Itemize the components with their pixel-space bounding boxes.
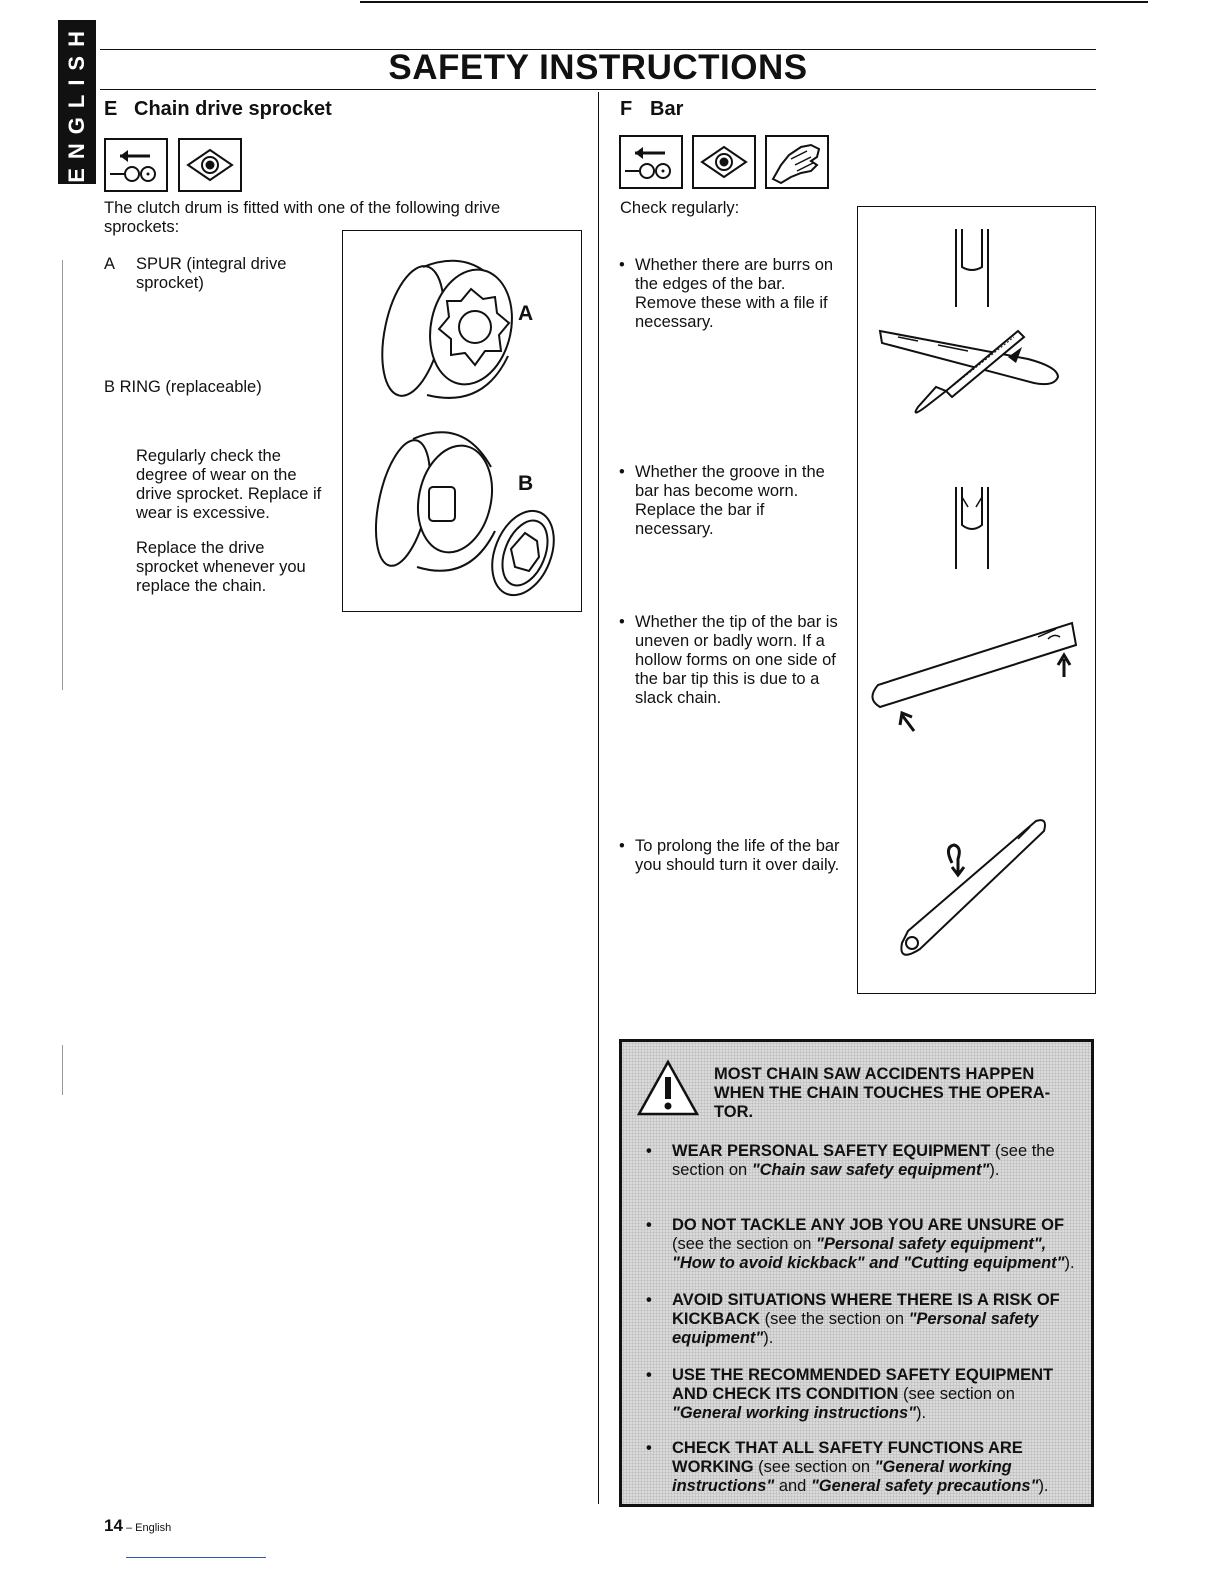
inspect-eye-icon [692, 135, 756, 189]
warning-item [646, 1216, 1082, 1273]
stop-engine-icon [104, 138, 168, 192]
bullet-dot: • [619, 837, 625, 855]
warning-item [646, 1366, 1082, 1423]
ring-sprocket-drawing [366, 432, 565, 604]
check-regularly: Check regularly: [620, 199, 740, 217]
column-divider [598, 92, 599, 1504]
item-a-text: SPUR (integral drive [136, 255, 287, 273]
label-a: A [518, 302, 534, 325]
bar-bullet-groove [619, 463, 841, 539]
warning-item-ref: "Personal safety equipment", [816, 1235, 1047, 1253]
warning-item-text: ). [763, 1329, 774, 1347]
bullet-dot: • [619, 256, 625, 274]
bullet-text: Whether the groove in the bar has become worn. Replace the bar if necessary. [635, 463, 825, 538]
warning-item [646, 1291, 1082, 1348]
warning-item-ref: "General working instructions" [672, 1404, 916, 1422]
item-a-text-cont: sprocket) [136, 274, 204, 292]
bullet-dot: • [646, 1142, 652, 1160]
warning-item-ref: "Personal safety equipment" [672, 1310, 1039, 1347]
item-a-letter: A [104, 255, 116, 273]
warning-item-bold: AVOID SITUATIONS WHERE THERE IS A RISK OF KICKBACK [672, 1291, 1060, 1328]
margin-mark [62, 1045, 63, 1095]
bar-bullet-burrs [619, 256, 847, 332]
item-a [104, 255, 286, 274]
warning-item-ref: "Chain saw safety equipment" [751, 1161, 990, 1179]
bullet-dot: • [619, 613, 625, 631]
bullet-text: Whether there are burrs on the edges of the bar. Remove these with a file if necessary. [635, 256, 834, 331]
warning-item-text: ). [1038, 1477, 1049, 1495]
section-f-heading [620, 98, 683, 121]
warning-item-text: (see the section on [672, 1142, 1055, 1179]
warning-heading-line: MOST CHAIN SAW ACCIDENTS HAPPEN [714, 1065, 1035, 1083]
section-e-heading [104, 98, 332, 121]
section-letter: E [104, 98, 118, 120]
page-language: – English [122, 1522, 172, 1534]
warning-heading-line: TOR. [714, 1103, 754, 1121]
warning-item-text: ). [915, 1404, 927, 1422]
bullet-dot: • [646, 1216, 652, 1234]
bar-bullet-tip [619, 613, 847, 708]
warning-item-text: ). [989, 1161, 1000, 1179]
warning-item-bold: CHECK THAT ALL SAFETY FUNCTIONS ARE WORKING [672, 1439, 1023, 1476]
top-rule [360, 1, 1148, 3]
warning-item-ref: "General safety precautions" [810, 1477, 1039, 1495]
warning-item-text: ). [1064, 1254, 1075, 1272]
bullet-dot: • [619, 463, 625, 481]
bar-illustration [857, 206, 1096, 994]
warning-item-text: (see the section on [672, 1235, 817, 1253]
check-wear-text: Regularly check the degree of wear on the drive sprocket. Replace if wear is excessive. [136, 447, 322, 522]
bullet-dot: • [646, 1439, 652, 1457]
language-label: ENGLISH [64, 21, 89, 183]
warning-item-text: (see the section on [760, 1310, 909, 1328]
protective-glove-icon [765, 135, 829, 189]
bullet-dot: • [646, 1366, 652, 1384]
warning-heading-line: WHEN THE CHAIN TOUCHES THE OPERA- [714, 1084, 1051, 1102]
title-rule-bottom [100, 89, 1096, 90]
label-b: B [518, 472, 534, 495]
warning-item-text: (see section on [898, 1385, 1015, 1403]
bar-tip-drawing [872, 623, 1076, 731]
warning-item-bold: DO NOT TACKLE ANY JOB YOU ARE UNSURE OF [672, 1216, 1065, 1234]
language-tab [58, 20, 96, 184]
section-title: Bar [650, 98, 684, 120]
warning-item [646, 1142, 1082, 1180]
warning-item-text: and [774, 1477, 811, 1495]
warning-item-ref: "How to avoid kickback" and "Cutting equipment" [672, 1254, 1065, 1272]
sprocket-illustration [342, 230, 582, 612]
warning-box [619, 1039, 1094, 1507]
turn-bar-drawing [901, 820, 1045, 955]
warning-item-bold: WEAR PERSONAL SAFETY EQUIPMENT [672, 1142, 991, 1160]
spur-sprocket-drawing [372, 261, 522, 402]
section-title: Chain drive sprocket [134, 98, 332, 120]
warning-item [646, 1439, 1082, 1496]
item-b: B RING (replaceable) [104, 378, 262, 396]
margin-mark [62, 260, 63, 690]
warning-item-bold: USE THE RECOMMENDED SAFETY EQUIPMENT AND CHECK ITS CONDITION [672, 1366, 1054, 1403]
section-letter: F [620, 98, 633, 120]
stop-engine-icon [619, 135, 683, 189]
bullet-dot: • [646, 1291, 652, 1309]
replace-sprocket-text: Replace the drive sprocket whenever you replace the chain. [136, 539, 306, 595]
warning-item-ref: "General working instructions" [672, 1458, 1012, 1495]
intro-line: sprockets: [104, 218, 180, 236]
bullet-text: To prolong the life of the bar you should turn it over daily. [635, 837, 840, 874]
inspect-eye-icon [178, 138, 242, 192]
groove-ok-drawing [956, 229, 988, 307]
groove-worn-drawing [956, 487, 988, 569]
warning-triangle-icon [636, 1059, 700, 1117]
intro-line: The clutch drum is fitted with one of the following drive [104, 199, 501, 217]
bar-bullet-turn [619, 837, 851, 875]
bullet-text: Whether the tip of the bar is uneven or badly worn. If a hollow forms on one side of the bar tip this is due to a slack chain. [635, 613, 838, 707]
warning-item-text: (see section on [753, 1458, 875, 1476]
page-title: SAFETY INSTRUCTIONS [388, 48, 808, 87]
warning-heading [714, 1065, 1084, 1122]
page-footer [104, 1516, 171, 1536]
footer-rule [126, 1557, 266, 1558]
bar-with-file-drawing [880, 331, 1058, 413]
page-number: 14 [104, 1516, 123, 1535]
